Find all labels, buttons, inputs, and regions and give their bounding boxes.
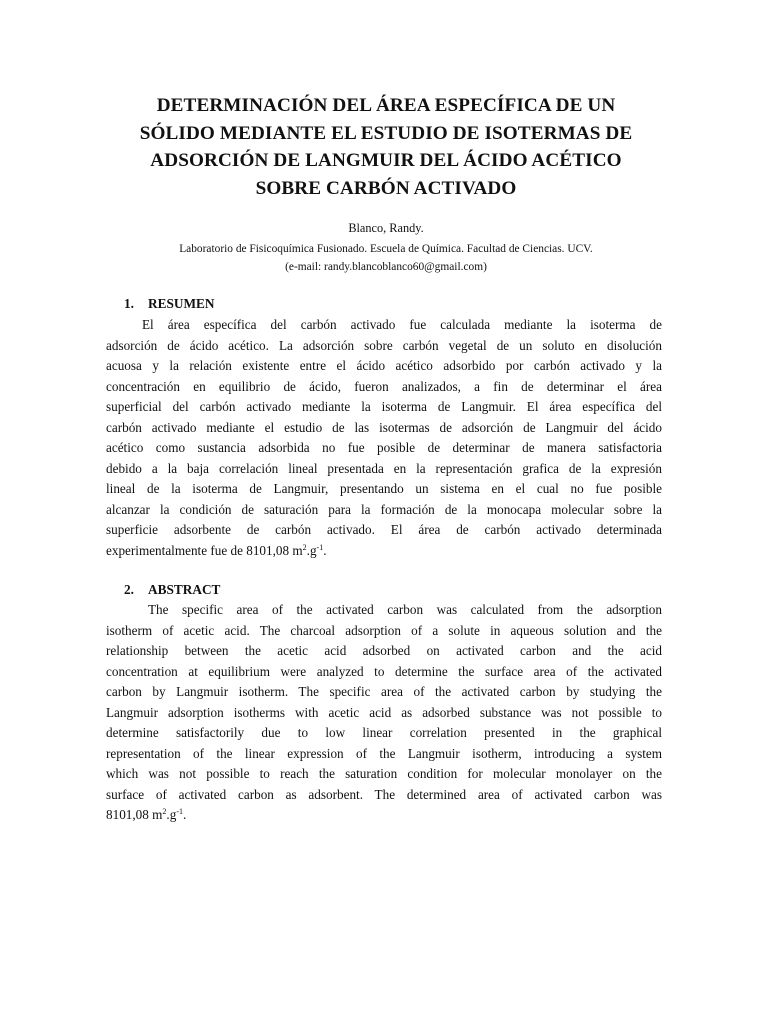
author-name: Blanco, Randy.: [348, 221, 424, 235]
section-number: 2.: [124, 582, 134, 597]
paragraph-line: Langmuir adsorption isotherms with acetic acid as adsorbed substance was not possible to: [106, 704, 662, 720]
section-heading-resumen: [124, 295, 215, 313]
unit-text: .g: [166, 807, 177, 822]
resumen-paragraph: [106, 315, 662, 561]
affiliation: Laboratorio de Fisicoquímica Fusionado. Escuela de Química. Facultad de Ciencias. UCV.: [179, 243, 593, 255]
paragraph-line: surface of activated carbon as adsorbent. The determined area of activated carbon was: [106, 786, 662, 802]
section-number: 1.: [124, 296, 134, 311]
paragraph-line: debido a la baja correlación lineal presentada en la representación grafica de la expresión: [106, 460, 662, 476]
section-title: RESUMEN: [148, 296, 215, 311]
paragraph-line: acuosa y la relación existente entre el ácido acético adsorbido por carbón activado y la: [106, 358, 662, 373]
unit-exponent: -1: [176, 807, 183, 816]
paragraph-line: superficie adsorbente de carbón activado. El área de carbón activado determinada: [106, 522, 662, 537]
paragraph-line: concentración en equilibrio de ácido, fueron analizados, a fin de determinar el área: [106, 378, 662, 394]
paragraph-line: carbon by Langmuir isotherm. The specific area of the activated carbon by studying the: [106, 684, 662, 699]
paragraph-line: adsorción de ácido acético. La adsorción sobre carbón vegetal de un soluto en disolución: [106, 337, 662, 353]
paragraph-line: acético como sustancia adsorbida no fue posible de determinar de manera satisfactoria: [106, 440, 662, 455]
paragraph-line: concentration at equilibrium were analyzed to determine the surface area of the activated: [106, 663, 662, 679]
paragraph-line: which was not possible to reach the saturation condition for molecular monolayer on the: [106, 766, 662, 781]
paragraph-line: carbón activado mediante el estudio de las isotermas de adsorción de Langmuir del ácido: [106, 419, 662, 435]
sentence-end: .: [182, 807, 187, 822]
title-line: DETERMINACIÓN DEL ÁREA ESPECÍFICA DE UN: [156, 95, 616, 116]
author-email: (e-mail: randy.blancoblanco60@gmail.com): [285, 261, 487, 273]
section-title: ABSTRACT: [148, 582, 221, 597]
unit-exponent: 2: [162, 807, 167, 816]
area-value-text: 8101,08 m: [106, 807, 163, 822]
sentence-end: .: [323, 542, 327, 558]
paragraph-line: determine satisfactorily due to low linear correlation presented in the graphical: [106, 725, 662, 740]
paragraph-line: superficial del carbón activado mediante la isoterma de Langmuir. El área específica del: [106, 399, 662, 414]
paragraph-line: alcanzar la condición de saturación para la formación de la monocapa molecular sobre la: [106, 501, 662, 517]
section-heading-abstract: [124, 581, 220, 599]
paragraph-last-line: [106, 541, 662, 562]
unit-exponent: -1: [316, 542, 324, 552]
paragraph-last-line: [106, 805, 662, 826]
paragraph-line: El área específica del carbón activado fue calculada mediante la isoterma de: [142, 317, 662, 332]
title-line: ADSORCIÓN DE LANGMUIR DEL ÁCIDO ACÉTICO: [150, 150, 622, 171]
paragraph-line: relationship between the acetic acid adsorbed on activated carbon and the acid: [106, 643, 662, 658]
paragraph-line: lineal de la isoterma de Langmuir, presentando un sistema en el cual no fue posible: [106, 481, 662, 496]
paper-title: [110, 92, 662, 202]
title-line: SÓLIDO MEDIANTE EL ESTUDIO DE ISOTERMAS DE: [139, 122, 633, 144]
paragraph-line: The specific area of the activated carbon was calculated from the adsorption: [148, 602, 662, 617]
area-value-text: experimentalmente fue de 8101,08 m: [106, 542, 303, 558]
paragraph-line: isotherm of acetic acid. The charcoal adsorption of a solute in aqueous solution and the: [106, 622, 662, 638]
unit-text: .g: [306, 542, 317, 558]
title-line: SOBRE CARBÓN ACTIVADO: [255, 177, 517, 199]
author-affiliation-block: [110, 240, 662, 276]
unit-exponent: 2: [302, 542, 307, 552]
abstract-paragraph: [106, 600, 662, 826]
paragraph-line: representation of the linear expression of the Langmuir isotherm, introducing a system: [106, 745, 662, 761]
